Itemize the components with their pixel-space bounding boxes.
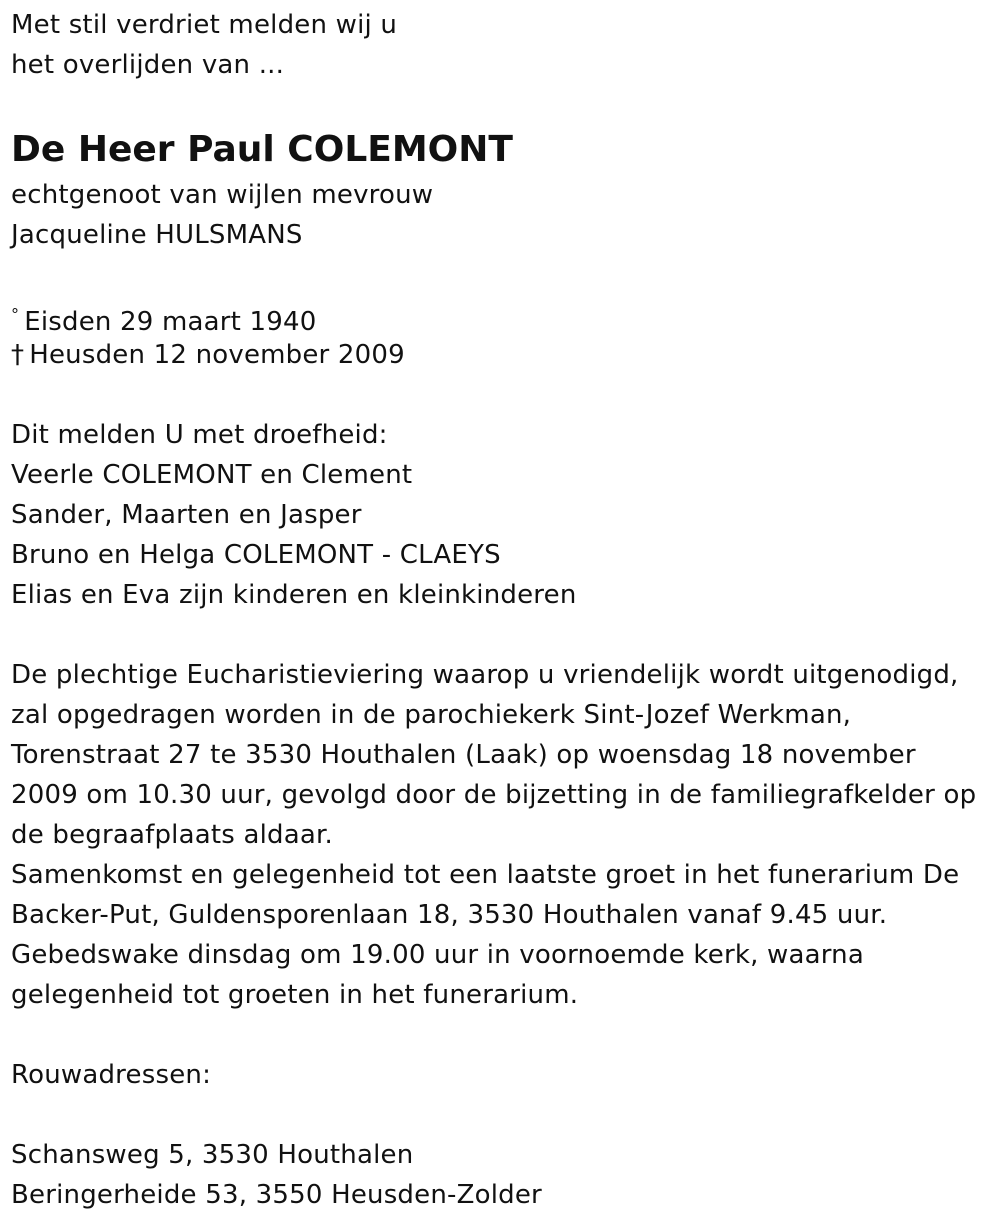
death-line — [11, 335, 996, 375]
birth-icon: ° — [11, 305, 20, 324]
addresses-block — [11, 1135, 996, 1215]
spacer — [11, 615, 996, 655]
family-line: Dit melden U met droefheid: — [11, 420, 388, 450]
birth-line — [11, 295, 996, 335]
dates-block — [11, 295, 996, 375]
birth-text: Eisden 29 maart 1940 — [24, 307, 317, 337]
deceased-name: De Heer Paul COLEMONT — [11, 129, 513, 170]
spouse-line: Jacqueline HULSMANS — [11, 220, 303, 250]
spacer — [11, 1095, 996, 1135]
intro-line: het overlijden van ... — [11, 50, 285, 80]
ceremony-line: 2009 om 10.30 uur, gevolgd door de bijzetting in de familiegrafkelder op — [11, 780, 977, 810]
intro-line: Met stil verdriet melden wij u — [11, 10, 398, 40]
ceremony-line: Torenstraat 27 te 3530 Houthalen (Laak) op woensdag 18 november — [11, 740, 916, 770]
obituary-notice — [11, 0, 996, 1215]
address-line: Schansweg 5, 3530 Houthalen — [11, 1140, 414, 1170]
cross-icon: † — [11, 340, 25, 370]
ceremony-line: gelegenheid tot groeten in het funerarium. — [11, 980, 579, 1010]
ceremony-line: De plechtige Eucharistieviering waarop u vriendelijk wordt uitgenodigd, — [11, 660, 959, 690]
spacer — [11, 255, 996, 295]
spacer — [11, 375, 996, 415]
spacer — [11, 1015, 996, 1055]
ceremony-line: zal opgedragen worden in de parochiekerk Sint-Jozef Werkman, — [11, 700, 852, 730]
family-line: Elias en Eva zijn kinderen en kleinkinderen — [11, 580, 577, 610]
family-line: Veerle COLEMONT en Clement — [11, 460, 413, 490]
spouse-line: echtgenoot van wijlen mevrouw — [11, 180, 434, 210]
ceremony-line: Backer-Put, Guldensporenlaan 18, 3530 Houthalen vanaf 9.45 uur. — [11, 900, 888, 930]
death-text: Heusden 12 november 2009 — [29, 340, 405, 370]
ceremony-line: Samenkomst en gelegenheid tot een laatste groet in het funerarium De — [11, 860, 960, 890]
family-line: Bruno en Helga COLEMONT - CLAEYS — [11, 540, 501, 570]
ceremony-line: de begraafplaats aldaar. — [11, 820, 333, 850]
intro-block — [11, 5, 996, 85]
addresses-label: Rouwadressen: — [11, 1060, 212, 1090]
ceremony-block — [11, 655, 996, 1015]
family-line: Sander, Maarten en Jasper — [11, 500, 362, 530]
family-block — [11, 415, 996, 615]
address-line: Beringerheide 53, 3550 Heusden-Zolder — [11, 1180, 542, 1210]
spouse-block — [11, 175, 996, 255]
ceremony-line: Gebedswake dinsdag om 19.00 uur in voornoemde kerk, waarna — [11, 940, 864, 970]
